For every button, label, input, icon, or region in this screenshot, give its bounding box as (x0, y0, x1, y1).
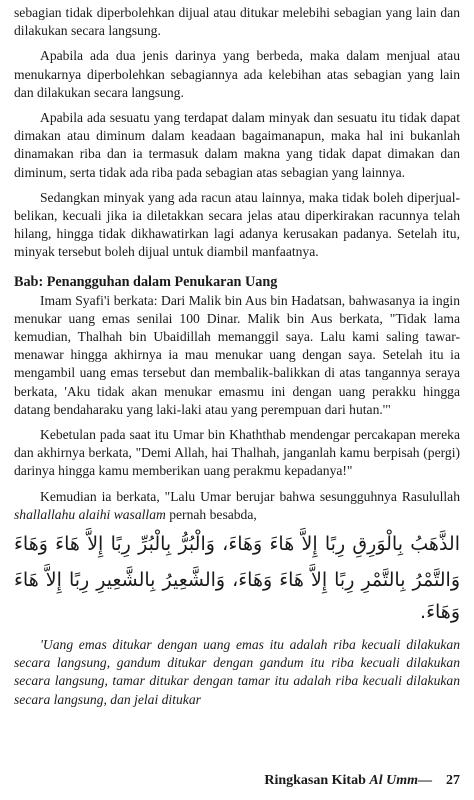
paragraph-continuation: sebagian tidak diperbolehkan dijual atau ditukar melebihi sebagian yang lain dan dilakukan secara langsung. (14, 5, 460, 39)
intro-text: Kemudian ia berkata, "Lalu Umar berujar bahwa sesungguhnya Rasulullah (40, 488, 460, 504)
section-heading: Bab: Penangguhan dalam Penukaran Uang (14, 273, 278, 290)
paragraph-narration-malik: Imam Syafi'i berkata: Dari Malik bin Aus bin Hadatsan, bahwasanya ia ingin menukar uang emas senilai 100 Dinar. Malik bin Aus berkata, "Tidak lama kemudian, Thalhah bin Ubaidillah memanggil saya. Lalu kami saling tawar-menawar hingga akhirnya ia mau menukar uang dengan saya. Setelah itu ia mengambil uang emas tersebut dan membalik-balikkan di atas tangannya seraya berkata, 'Aku tidak akan menukar emasmu ini dengan uang perakku hingga datang bendaharaku yang laki-laki atau yang perempuan dari hutan.'" (14, 292, 460, 417)
intro-text-end: pernah besabda, (165, 506, 257, 522)
page-number: 27 (446, 773, 460, 788)
book-title-prefix: Ringkasan Kitab (264, 773, 370, 788)
paragraph-two-types: Apabila ada dua jenis darinya yang berbeda, maka dalam menjual atau menukarnya diperbolehkan sebagiannya ada kelebihan atas sebagian yang lain dan dilakukan secara langsung. (14, 48, 460, 100)
arabic-hadith-line-2: وَالتَّمْرُ بِالتَّمْرِ رِبًا إِلاَّ هَاءَ وَهَاءَ، وَالشَّعِيرُ بِالشَّعِيرِ رِبًا إِلاَّ هَاءَ وَهَاءَ. (14, 569, 460, 624)
footer-dash: — (418, 773, 432, 788)
page-footer (264, 773, 460, 789)
arabic-hadith-line-1: الذَّهَبُ بِالْوَرِقِ رِبًا إِلاَّ هَاءَ وَهَاءَ، وَالْبُرُّ بِالْبُرِّ رِبًا إِلاَّ هَاءَ وَهَاءَ (14, 533, 460, 556)
paragraph-hadith-intro (14, 488, 460, 524)
paragraph-poisoned-oil: Sedangkan minyak yang ada racun atau lainnya, maka tidak boleh diperjual-belikan, kecuali jika ia diletakkan secara jelas atau diperkirakan racunnya telah hilang, hingga tidak dikhawatirkan lagi adanya kerusakan padanya. Setelah itu, minyak tersebut boleh dijual untuk diambil manfaatnya. (14, 189, 460, 260)
paragraph-umar-speech: Kebetulan pada saat itu Umar bin Khaththab mendengar percakapan mereka dan akhirnya berkata, "Demi Allah, hai Thalhah, janganlah kamu berpisah (pergi) darinya hingga kamu memberikan uang perakmu kepadanya!" (14, 427, 460, 479)
book-title (264, 773, 432, 788)
hadith-translation: 'Uang emas ditukar dengan uang emas itu adalah riba kecuali dilakukan secara langsung, gandum ditukar dengan gandum itu riba kecuali dilakukan secara langsung, tamar ditukar dengan tamar itu adalah riba kecuali dilakukan secara langsung, dan jelai ditukar (14, 637, 460, 707)
salutation-italic: shallallahu alaihi wasallam (14, 506, 166, 522)
book-title-italic: Al Umm (369, 773, 418, 788)
paragraph-inedible-oil: Apabila ada sesuatu yang terdapat dalam minyak dan sesuatu itu tidak dapat dimakan atau diminum dalam keadaan bagaimanapun, maka hal ini bukanlah dinamakan riba dan ia termasuk dalam makna yang tidak dapat dimakan dan diminum, serta tidak ada riba pada sebagian atas sebagian yang lainnya. (14, 110, 460, 180)
